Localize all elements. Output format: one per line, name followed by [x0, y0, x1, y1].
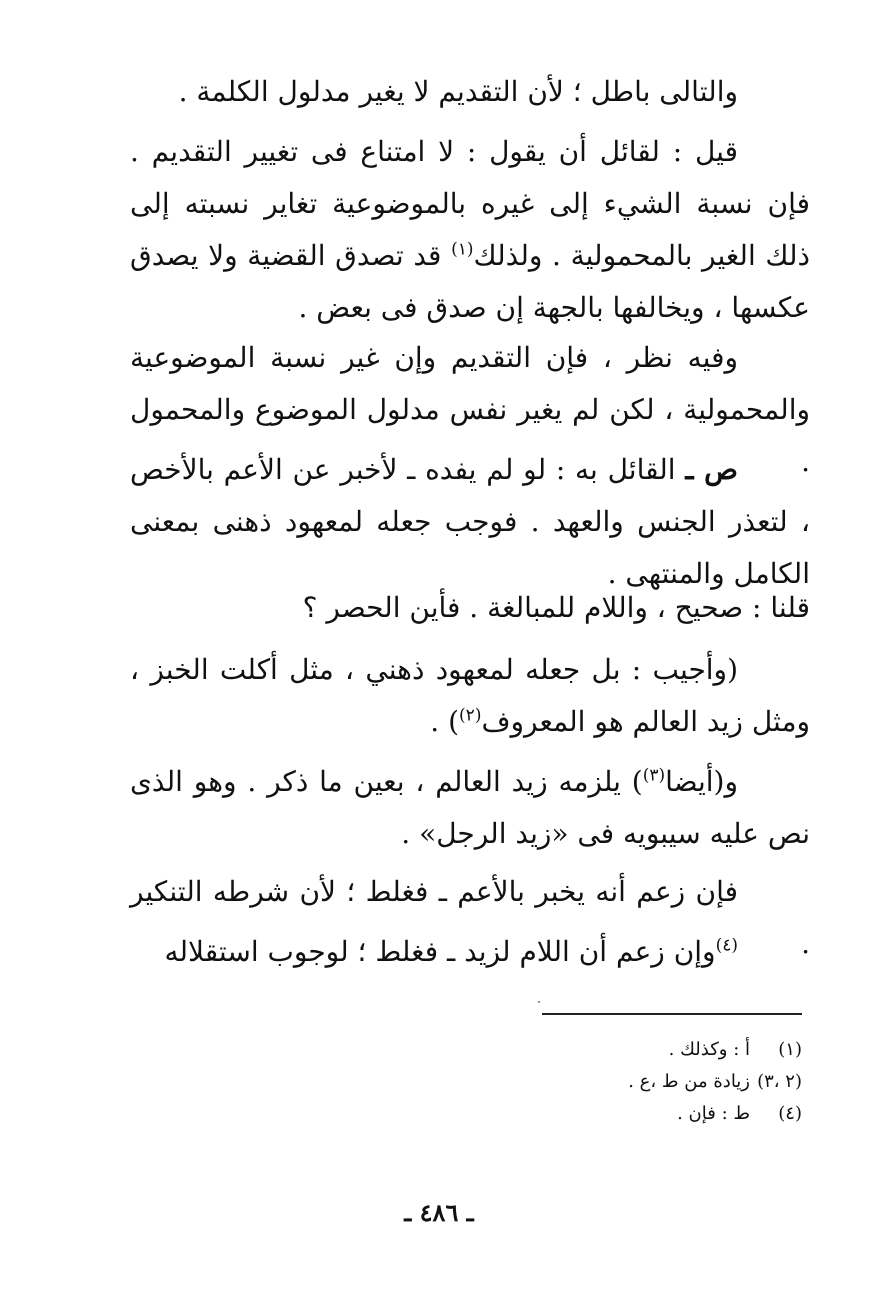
paragraph-7-text-start: و(أيضا: [665, 765, 738, 798]
paragraph-9: [130, 926, 810, 978]
paragraph-2-text-end: قد تصدق القضية ولا يصدق عكسها ، ويخالفها بالجهة إن صدق فى بعض .: [130, 239, 810, 324]
paragraph-9-text: وإن زعم أن اللام لزيد ـ فغلط ؛ لوجوب استقلاله: [164, 935, 716, 968]
footnote-3-number: (٤): [778, 1103, 802, 1124]
paragraph-4: [130, 444, 810, 600]
footnote-2-text: زيادة من ط ،ع .: [628, 1071, 750, 1092]
footnote-1-number: (١): [778, 1039, 802, 1060]
paragraph-4-text: القائل به : لو لم يفده ـ لأخبر عن الأعم بالأخص ، لتعذر الجنس والعهد . فوجب جعله لمعهود ذهنى بمعنى الكامل والمنتهى .: [130, 453, 810, 590]
section-marker: ص ـ: [685, 453, 738, 486]
paragraph-6-text-start: (وأجيب : بل جعله لمعهود ذهني ، مثل أكلت الخبز ، ومثل زيد العالم هو المعروف: [130, 653, 810, 738]
paragraph-1: [130, 66, 810, 118]
footnotes: [430, 1034, 802, 1130]
paragraph-6-text-end: ) .: [430, 705, 460, 738]
scan-speck: [538, 1001, 540, 1003]
page-number: ـ ٤٨٦ ـ: [404, 1198, 474, 1227]
footnote-1: [430, 1034, 802, 1066]
paragraph-1-text: والتالى باطل ؛ لأن التقديم لا يغير مدلول الكلمة .: [178, 75, 738, 108]
paragraph-8-text: فإن زعم أنه يخبر بالأعم ـ فغلط ؛ لأن شرطه التنكير .: [130, 875, 810, 960]
footnote-ref-1: (١): [451, 239, 474, 260]
paragraph-5-text: قلنا : صحيح ، واللام للمبالغة . فأين الحصر ؟: [302, 591, 810, 624]
footnote-ref-2: (٢): [459, 705, 482, 726]
paragraph-6: [130, 644, 810, 748]
footnote-2: [430, 1066, 802, 1098]
paragraph-2: [130, 126, 810, 334]
footnote-1-text: أ : وكذلك .: [668, 1039, 750, 1060]
paragraph-7: [130, 756, 810, 860]
footnote-ref-3: (٣): [642, 765, 666, 786]
footnote-separator: [542, 1013, 802, 1015]
footnote-3-text: ط : فإن .: [677, 1103, 750, 1124]
paragraph-3-text: وفيه نظر ، فإن التقديم وإن غير نسبة الموضوعية والمحمولية ، لكن لم يغير نفس مدلول الموضوع والمحمول .: [130, 341, 810, 478]
footnote-3: [430, 1098, 802, 1130]
paragraph-2-text-start: قيل : لقائل أن يقول : لا امتناع فى تغيير التقديم . فإن نسبة الشيء إلى غيره بالموضوعية تغاير نسبته إلى ذلك الغير بالمحمولية . ولذلك: [130, 135, 810, 272]
paragraph-5: [130, 582, 810, 634]
footnote-ref-4: (٤): [715, 935, 738, 956]
paragraph-7-text-end: ) يلزمه زيد العالم ، بعين ما ذكر . وهو الذى نص عليه سيبويه فى «زيد الرجل» .: [130, 765, 810, 850]
footnote-2-number: (٢ ،٣): [757, 1071, 802, 1092]
